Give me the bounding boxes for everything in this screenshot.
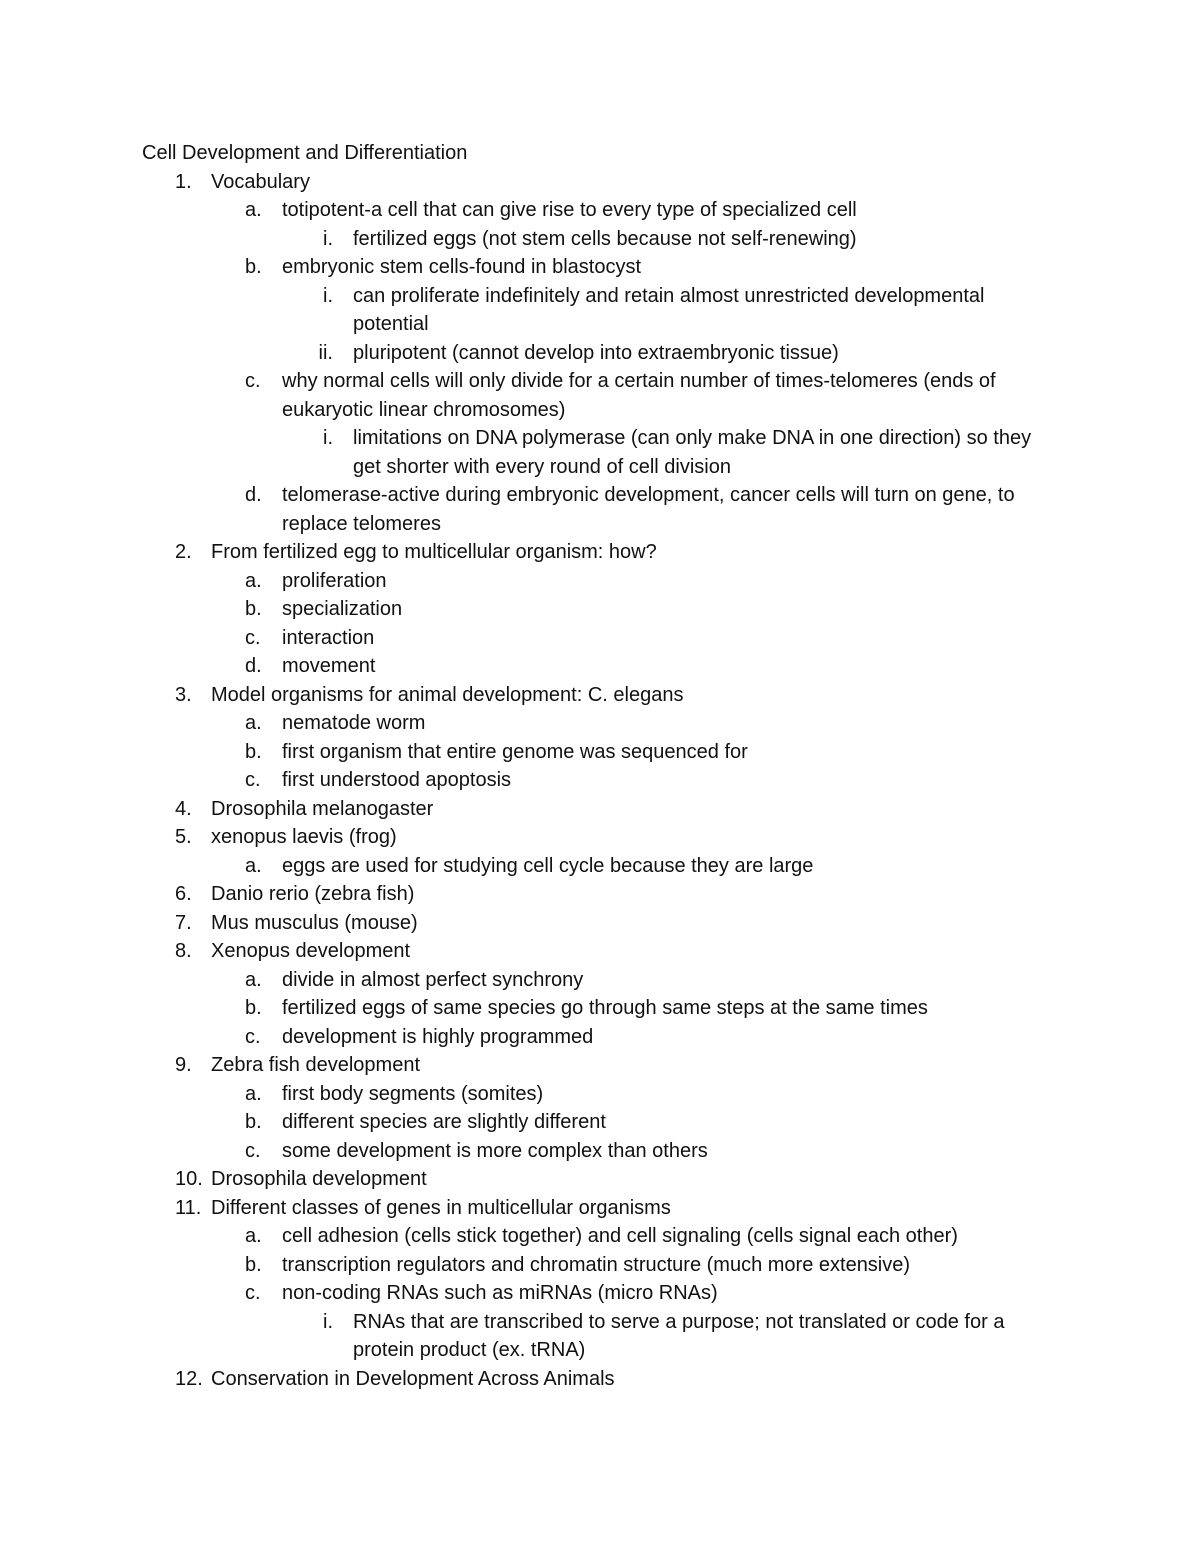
item-marker: 8. bbox=[175, 940, 192, 962]
item-text: nematode worm bbox=[282, 712, 426, 734]
item-text: limitations on DNA polymerase (can only make DNA in one direction) so they get shorter with every round of cell division bbox=[353, 427, 1032, 478]
item-marker: d. bbox=[245, 484, 262, 506]
item-marker: a. bbox=[245, 1225, 262, 1247]
item-text: Drosophila development bbox=[211, 1168, 427, 1190]
outline-list bbox=[0, 168, 1200, 1394]
outline-numbered-item bbox=[0, 909, 1200, 938]
outline-lettered-item bbox=[0, 709, 1200, 738]
outline-lettered-item bbox=[0, 994, 1200, 1023]
item-marker: 9. bbox=[175, 1054, 192, 1076]
item-text: RNAs that are transcribed to serve a purpose; not translated or code for a protein product (ex. tRNA) bbox=[353, 1310, 1005, 1361]
item-text: first organism that entire genome was sequenced for bbox=[282, 740, 748, 763]
outline-roman-item bbox=[0, 1308, 1200, 1365]
item-text: Conservation in Development Across Animals bbox=[211, 1367, 615, 1390]
item-text: different species are slightly different bbox=[282, 1111, 606, 1133]
item-text: From fertilized egg to multicellular organism: how? bbox=[211, 541, 657, 563]
outline-roman-item bbox=[0, 424, 1200, 481]
item-marker: ii. bbox=[318, 341, 333, 364]
item-text: Xenopus development bbox=[211, 940, 411, 962]
item-marker: 10. bbox=[175, 1168, 203, 1190]
outline-roman-item bbox=[0, 339, 1200, 368]
item-text: embryonic stem cells-found in blastocyst bbox=[282, 256, 642, 278]
item-text: eggs are used for studying cell cycle because they are large bbox=[282, 854, 814, 877]
outline-lettered-item bbox=[0, 253, 1200, 282]
item-text: xenopus laevis (frog) bbox=[211, 826, 397, 848]
item-marker: b. bbox=[245, 1253, 262, 1276]
item-text: cell adhesion (cells stick together) and cell signaling (cells signal each other) bbox=[282, 1225, 958, 1247]
outline-lettered-item bbox=[0, 1279, 1200, 1308]
item-marker: d. bbox=[245, 655, 262, 677]
item-text: Mus musculus (mouse) bbox=[211, 911, 418, 934]
outline-roman-item bbox=[0, 282, 1200, 339]
item-marker: b. bbox=[245, 740, 262, 763]
item-text: development is highly programmed bbox=[282, 1025, 594, 1048]
outline-lettered-item bbox=[0, 595, 1200, 624]
outline-numbered-item bbox=[0, 168, 1200, 197]
item-marker: c. bbox=[245, 626, 261, 649]
item-text: Different classes of genes in multicellular organisms bbox=[211, 1196, 671, 1219]
outline-lettered-item bbox=[0, 1137, 1200, 1166]
item-text: why normal cells will only divide for a certain number of times-telomeres (ends of eukaryotic linear chromosomes) bbox=[282, 370, 996, 421]
outline-numbered-item bbox=[0, 1194, 1200, 1223]
outline-lettered-item bbox=[0, 1222, 1200, 1251]
item-text: first understood apoptosis bbox=[282, 769, 512, 791]
item-marker: 7. bbox=[175, 911, 192, 934]
item-marker: a. bbox=[245, 1082, 262, 1105]
item-marker: c. bbox=[245, 1282, 261, 1304]
item-marker: b. bbox=[245, 1111, 262, 1133]
item-text: fertilized eggs (not stem cells because not self-renewing) bbox=[353, 227, 857, 250]
outline-numbered-item bbox=[0, 937, 1200, 966]
item-marker: a. bbox=[245, 569, 262, 592]
outline-roman-item bbox=[0, 225, 1200, 254]
item-text: movement bbox=[282, 655, 376, 677]
item-text: divide in almost perfect synchrony bbox=[282, 968, 584, 991]
item-marker: 11. bbox=[175, 1196, 202, 1219]
outline-lettered-item bbox=[0, 652, 1200, 681]
item-marker: b. bbox=[245, 997, 262, 1019]
item-marker: c. bbox=[245, 769, 261, 791]
item-text: specialization bbox=[282, 598, 403, 620]
outline-lettered-item bbox=[0, 367, 1200, 424]
outline-lettered-item bbox=[0, 852, 1200, 881]
outline-numbered-item bbox=[0, 1165, 1200, 1194]
item-marker: c. bbox=[245, 1139, 261, 1162]
item-marker: a. bbox=[245, 854, 262, 877]
item-text: Model organisms for animal development: C. elegans bbox=[211, 683, 684, 706]
outline-numbered-item bbox=[0, 681, 1200, 710]
item-marker: i. bbox=[323, 284, 333, 307]
item-marker: 5. bbox=[175, 826, 192, 848]
item-marker: b. bbox=[245, 256, 262, 278]
outline-numbered-item bbox=[0, 823, 1200, 852]
item-marker: a. bbox=[245, 968, 262, 991]
outline-numbered-item bbox=[0, 1365, 1200, 1394]
item-text: totipotent-a cell that can give rise to every type of specialized cell bbox=[282, 199, 857, 221]
outline-lettered-item bbox=[0, 1023, 1200, 1052]
item-marker: a. bbox=[245, 712, 262, 734]
item-text: Drosophila melanogaster bbox=[211, 797, 434, 820]
outline-lettered-item bbox=[0, 1080, 1200, 1109]
document-body bbox=[0, 139, 1200, 1393]
item-text: Danio rerio (zebra fish) bbox=[211, 883, 415, 905]
item-text: can proliferate indefinitely and retain almost unrestricted developmental potential bbox=[353, 284, 985, 335]
item-marker: 6. bbox=[175, 883, 192, 905]
item-marker: 12. bbox=[175, 1367, 203, 1390]
outline-numbered-item bbox=[0, 538, 1200, 567]
outline-numbered-item bbox=[0, 880, 1200, 909]
item-marker: c. bbox=[245, 370, 261, 392]
item-marker: a. bbox=[245, 199, 262, 221]
item-text: fertilized eggs of same species go through same steps at the same times bbox=[282, 997, 928, 1019]
item-text: telomerase-active during embryonic development, cancer cells will turn on gene, to replace telomeres bbox=[282, 484, 1015, 535]
item-text: Zebra fish development bbox=[211, 1054, 421, 1076]
item-text: some development is more complex than others bbox=[282, 1139, 708, 1162]
item-marker: 2. bbox=[175, 541, 192, 563]
outline-lettered-item bbox=[0, 196, 1200, 225]
item-marker: c. bbox=[245, 1025, 261, 1048]
item-text: proliferation bbox=[282, 569, 387, 592]
outline-numbered-item bbox=[0, 795, 1200, 824]
item-marker: 4. bbox=[175, 797, 192, 820]
outline-lettered-item bbox=[0, 1251, 1200, 1280]
outline-lettered-item bbox=[0, 766, 1200, 795]
document-title: Cell Development and Differentiation bbox=[142, 142, 468, 164]
item-marker: b. bbox=[245, 598, 262, 620]
item-text: pluripotent (cannot develop into extraembryonic tissue) bbox=[353, 341, 839, 364]
outline-lettered-item bbox=[0, 624, 1200, 653]
outline-lettered-item bbox=[0, 966, 1200, 995]
item-text: transcription regulators and chromatin structure (much more extensive) bbox=[282, 1253, 911, 1276]
item-marker: i. bbox=[323, 227, 333, 250]
item-text: Vocabulary bbox=[211, 170, 310, 193]
outline-lettered-item bbox=[0, 1108, 1200, 1137]
item-marker: 3. bbox=[175, 683, 192, 706]
item-text: interaction bbox=[282, 626, 375, 649]
item-text: first body segments (somites) bbox=[282, 1082, 544, 1105]
outline-numbered-item bbox=[0, 1051, 1200, 1080]
item-text: non-coding RNAs such as miRNAs (micro RNAs) bbox=[282, 1282, 718, 1304]
item-marker: i. bbox=[323, 427, 333, 449]
outline-lettered-item bbox=[0, 738, 1200, 767]
outline-lettered-item bbox=[0, 567, 1200, 596]
outline-lettered-item bbox=[0, 481, 1200, 538]
item-marker: 1. bbox=[175, 170, 192, 193]
item-marker: i. bbox=[323, 1310, 333, 1333]
